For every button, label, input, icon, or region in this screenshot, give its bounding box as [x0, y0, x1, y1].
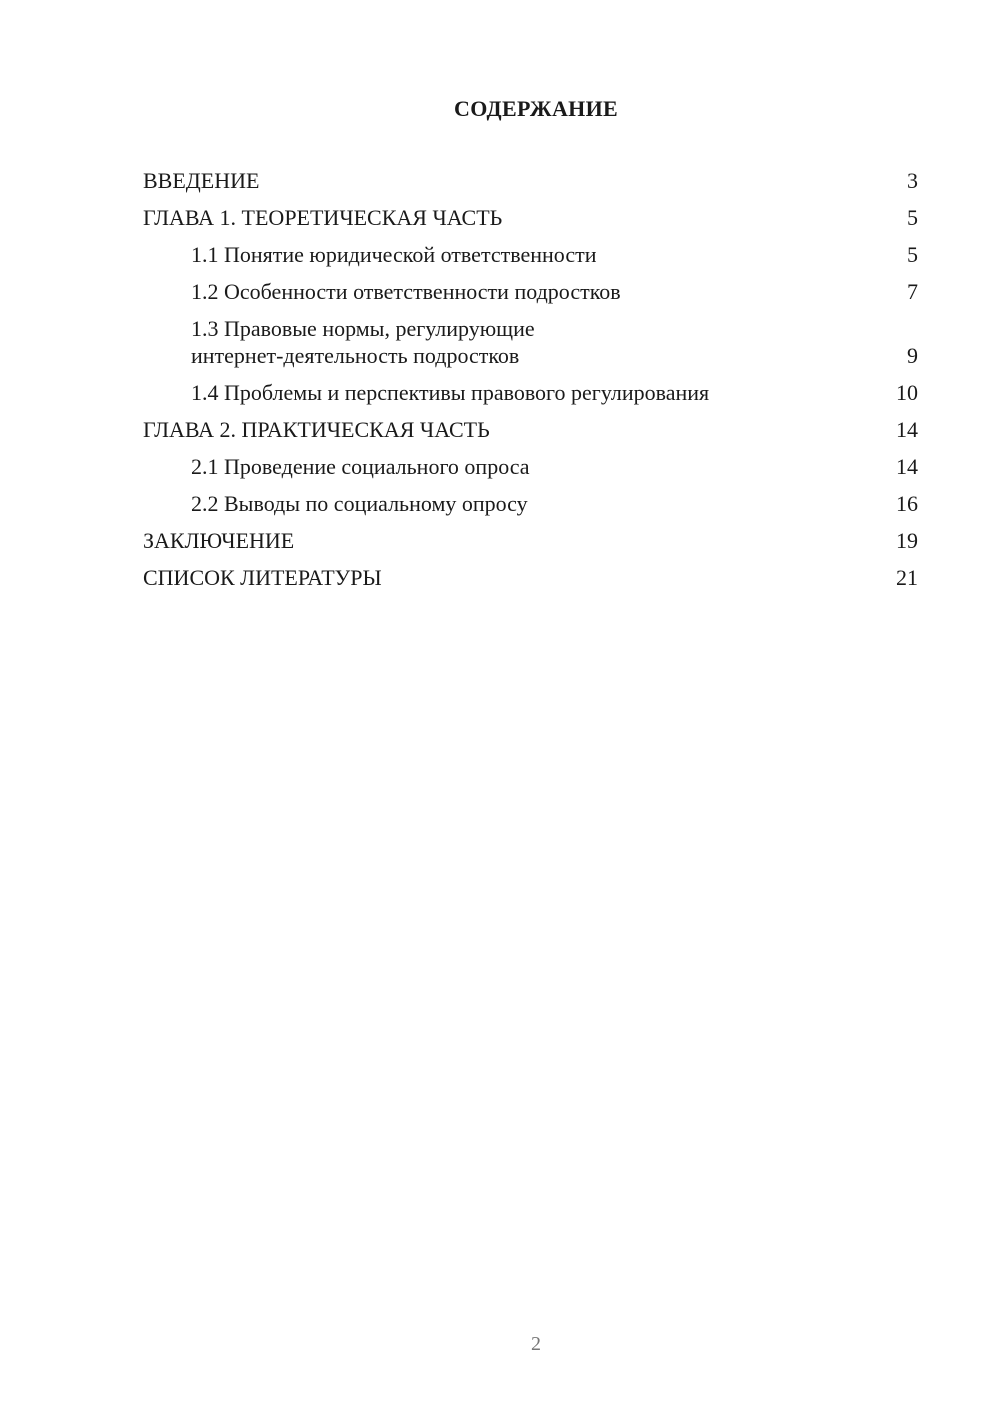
toc-entry-page: 14 [896, 454, 918, 479]
toc-entry-label: ВВЕДЕНИЕ [143, 168, 260, 193]
page-number: 2 [531, 1333, 541, 1355]
toc-entry-label: 1.1 Понятие юридической ответственности [191, 242, 597, 267]
toc-entry-section-1-3[interactable] [143, 315, 918, 369]
toc-entry-label-line-1: 1.3 Правовые нормы, регулирующие [191, 316, 535, 341]
toc-entry-chapter-1[interactable] [143, 204, 918, 231]
toc-entry-section-1-1[interactable] [143, 241, 918, 268]
toc-entry-label: 1.4 Проблемы и перспективы правового регулирования [191, 380, 710, 405]
toc-entry-label [191, 315, 878, 369]
toc-entry-page: 5 [907, 242, 918, 267]
toc-entry-conclusion[interactable] [143, 527, 918, 554]
toc-entry-page: 10 [896, 380, 918, 405]
toc-entry-label: 2.1 Проведение социального опроса [191, 454, 530, 479]
toc-entry-label: 1.2 Особенности ответственности подростков [191, 279, 621, 304]
toc-entry-page: 5 [907, 205, 918, 230]
toc-entry-label: СПИСОК ЛИТЕРАТУРЫ [143, 565, 382, 590]
toc-entry-section-1-4[interactable] [143, 379, 918, 406]
toc-entry-introduction[interactable] [143, 167, 918, 194]
toc-entry-page: 14 [896, 417, 918, 442]
toc-entry-page: 19 [896, 528, 918, 553]
table-of-contents [143, 167, 918, 601]
toc-entry-label: ГЛАВА 1. ТЕОРЕТИЧЕСКАЯ ЧАСТЬ [143, 205, 503, 230]
toc-entry-section-2-1[interactable] [143, 453, 918, 480]
toc-entry-page: 16 [896, 491, 918, 516]
toc-entry-page: 7 [907, 279, 918, 304]
toc-entry-section-1-2[interactable] [143, 278, 918, 305]
toc-entry-label: ЗАКЛЮЧЕНИЕ [143, 528, 295, 553]
toc-entry-page: 9 [907, 343, 918, 368]
toc-entry-references[interactable] [143, 564, 918, 591]
toc-entry-section-2-2[interactable] [143, 490, 918, 517]
toc-entry-label: ГЛАВА 2. ПРАКТИЧЕСКАЯ ЧАСТЬ [143, 417, 490, 442]
toc-entry-page: 3 [907, 168, 918, 193]
toc-entry-page: 21 [896, 565, 918, 590]
toc-entry-label: 2.2 Выводы по социальному опросу [191, 491, 528, 516]
toc-entry-chapter-2[interactable] [143, 416, 918, 443]
toc-entry-label-line-2: интернет-деятельность подростков [191, 343, 520, 368]
page-title: СОДЕРЖАНИЕ [454, 96, 618, 121]
